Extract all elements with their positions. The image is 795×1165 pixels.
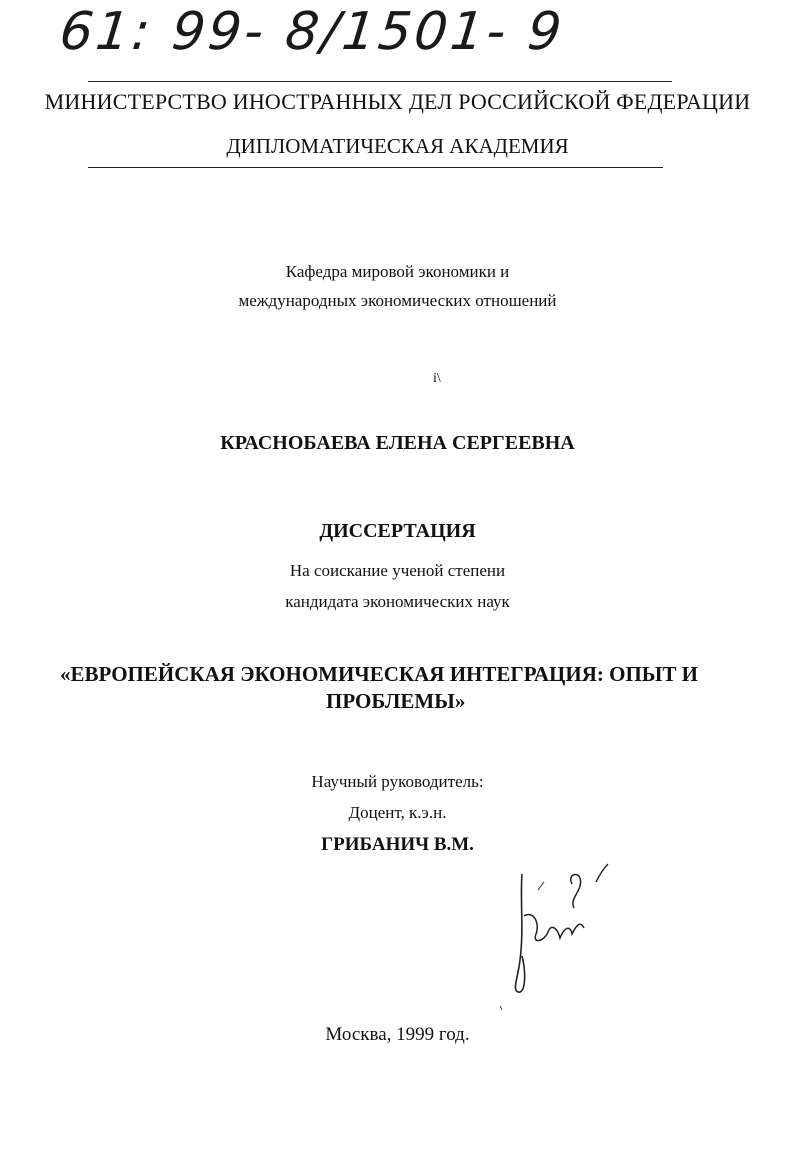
department-line-2: международных экономических отношений bbox=[238, 291, 557, 310]
title-line-1: «ЕВРОПЕЙСКАЯ ЭКОНОМИЧЕСКАЯ ИНТЕГРАЦИЯ: ОПЫТ И bbox=[60, 662, 699, 686]
bottom-rule bbox=[88, 167, 663, 168]
top-rule bbox=[88, 81, 672, 82]
supervisor-name: ГРИБАНИЧ В.М. bbox=[321, 834, 474, 855]
city-year: Москва, 1999 год. bbox=[325, 1024, 470, 1045]
author-name: КРАСНОБАЕВА ЕЛЕНА СЕРГЕЕВНА bbox=[220, 432, 575, 454]
scan-mark: i\ bbox=[433, 371, 441, 386]
ministry-heading: МИНИСТЕРСТВО ИНОСТРАННЫХ ДЕЛ РОССИЙСКОЙ ФЕДЕРАЦИИ bbox=[44, 89, 751, 114]
handwritten-catalog-code: 61: 99- 8/1501- 9 bbox=[56, 2, 568, 62]
document-type: ДИССЕРТАЦИЯ bbox=[319, 520, 476, 542]
supervisor-label: Научный руководитель: bbox=[311, 772, 484, 791]
department-line-1: Кафедра мировой экономики и bbox=[285, 262, 510, 281]
supervisor-rank: Доцент, к.э.н. bbox=[348, 803, 447, 822]
dissertation-title bbox=[60, 661, 760, 715]
degree-line-1: На соискание ученой степени bbox=[289, 561, 506, 580]
supervisor-signature bbox=[500, 860, 620, 1010]
degree-line-2: кандидата экономических наук bbox=[285, 592, 510, 611]
academy-heading: ДИПЛОМАТИЧЕСКАЯ АКАДЕМИЯ bbox=[226, 134, 569, 158]
title-line-2: ПРОБЛЕМЫ» bbox=[326, 689, 466, 713]
